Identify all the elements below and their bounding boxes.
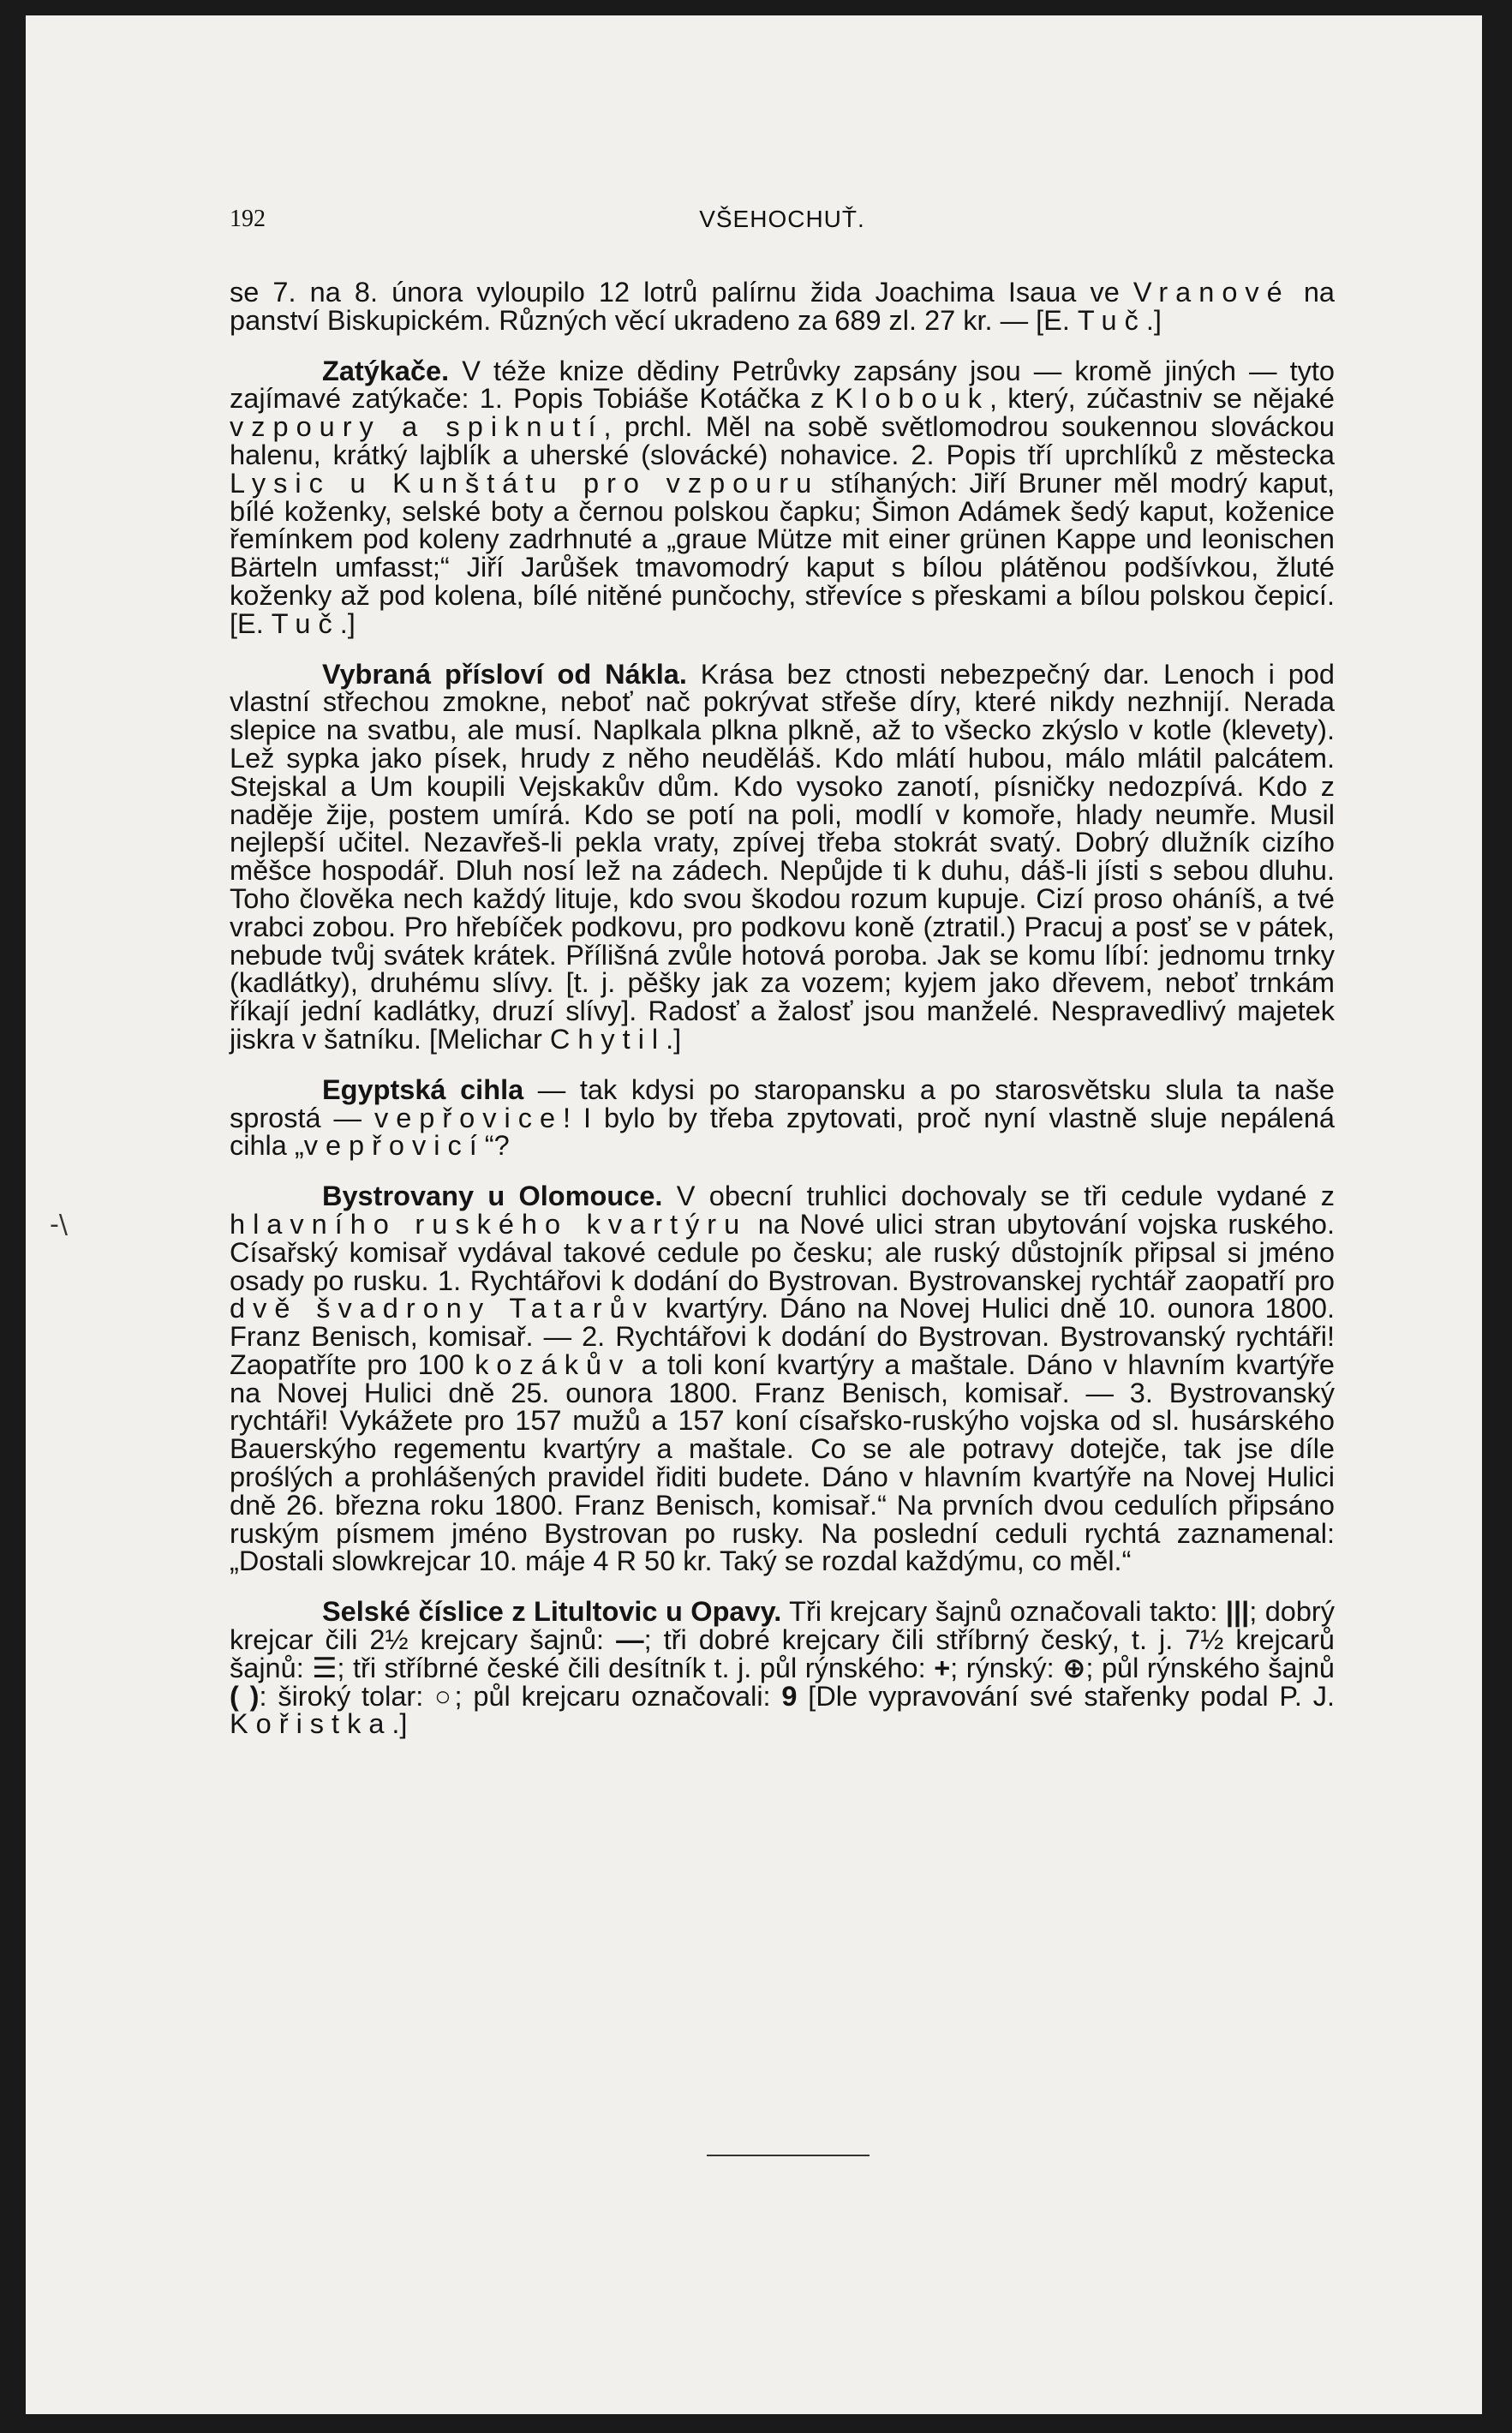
paragraph-bystrovany: Bystrovany u Olomouce. V obecní truhlici dochovaly se tři cedule vydané z hlavního ruského kvartýru na Nové ulici stran ubytování vojska ruského. Císařský komisař vydával takové cedule po česku; ale ruský důstojník připsal si jméno osady po rusku. 1. Rychtářovi k dodání do Bystrovan. Bystrovanskej rychtář zaopatří pro dvě švadrony Tatarův kvartýry. Dáno na Novej Hulici dně 10. ounora 1800. Franz Benisch, komisař. — 2. Rychtářovi k dodání do Bystrovan. Bystrovanský rychtáři! Zaopatříte pro 100 kozákův a toli koní kvartýry a maštale. Dáno v hlavním kvartýře na Novej Hulici dně 25. ounora 1800. Franz Benisch, komisař. — 3. Bystrovanský rychtáři! Vykážete pro 157 mužů a 157 koní císařsko-ruskýho vojska od sl. husárského Bauerskýho regementu kvartýry a maštale. Co se ale potravy dotejče, tak jse díle proślých a prohlášených pravidel řiditi budete. Dáno v hlavním kvartýře na Novej Hulici dně 26. března roku 1800. Franz Benisch, komisař.“ Na prvních dvou cedulích připsáno ruským písmem jméno Bystrovan po rusky. Na poslední ceduli rychtá zaznamenal: „Dostali slowkrejcar 10. máje 4 R 50 kr. Taký se rozdal každýmu, co měl.“: [230, 1181, 1336, 1577]
numeral-symbol: ( ): [230, 1680, 260, 1712]
section-heading: Egyptská cihla: [322, 1073, 524, 1105]
numeral-symbol: +: [934, 1652, 951, 1683]
page-header: [230, 206, 1335, 240]
paragraph-selske-cislice: Selské číslice z Litultovic u Opavy. Tři krejcary šajnů označovali takto: |||; dobrý krejcar čili 2½ krejcary šajnů: —; tři dobré krejcary čili stříbrný český, t. j. 7½ krejcarů šajnů: ☰; tři stříbrné české čili desítník t. j. půl rýnského: +; rýnský: ⊕; půl rýnského šajnů ( ): široký tolar: ○; půl krejcaru označovali: 9 [Dle vypravování své stařenky podal P. J. Kořistka.]: [230, 1596, 1336, 1740]
page-body: [230, 278, 1335, 1760]
paragraph-robbery: se 7. na 8. února vyloupilo 12 lotrů palírnu žida Joachima Isaua ve Vranové na panství Biskupickém. Různých věcí ukradeno za 689 zl. 27 kr. — [E. Tuč.]: [230, 277, 1335, 336]
numeral-symbol: ○: [434, 1680, 455, 1712]
section-heading: Selské číslice z Litultovic u Opavy.: [322, 1596, 782, 1628]
running-title: VŠEHOCHUŤ.: [699, 206, 865, 232]
margin-mark: -\: [50, 1210, 68, 1240]
page-number: 192: [230, 206, 266, 232]
numeral-symbol: ⊕: [1062, 1652, 1086, 1683]
numeral-symbol: |||: [1225, 1596, 1250, 1628]
numeral-symbol: ☰: [312, 1652, 338, 1683]
paragraph-egyptska-cihla: Egyptská cihla — tak kdysi po staropansku a po starosvětsku slula ta naše sprostá — vepřovice! I bylo by třeba zpytovati, proč nyní vlastně sluje nepálená cihla „vepřovicí“?: [230, 1073, 1335, 1162]
numeral-symbol: —: [616, 1624, 644, 1656]
section-heading: Bystrovany u Olomouce.: [322, 1181, 663, 1212]
numeral-symbol: 9: [781, 1680, 798, 1712]
section-heading: Zatýkače.: [322, 355, 450, 386]
paragraph-prislovi: Vybraná přísloví od Nákla. Krása bez ctnosti nebezpečný dar. Lenoch i pod vlastní střechou zmokne, neboť nač pokrývat střeše díry, které nikdy nezhnijí. Nerada slepice na svatbu, ale musí. Naplkala plkna plkně, až to všecko zkýslo v kotle (klevety). Lež sypka jako písek, hrudy z něho neuděláš. Kdo mlátí hubou, málo mlátil palcátem. Stejskal a Um koupili Vejskakův dům. Kdo vysoko zanotí, písničky nedozpívá. Kdo z naděje žije, postem umírá. Kdo se potí na poli, modlí v komoře, hlady neumře. Musil nejlepší učitel. Nezavřeš-li pekla vraty, zpívej třeba stokrát svatý. Dobrý dlužník cizího měšce hospodář. Dluh nosí lež na zádech. Nepůjde ti k duhu, dáš-li jísti s sebou dluhu. Toho člověka nech každý lituje, kdo svou škodou rozum kupuje. Cizí proso oháníš, a tvé vrabci zobou. Pro hřebíček podkovu, pro podkovu koně (ztratil.) Pracuj a posť se v pátek, nebude tvůj svátek krátek. Přílišná zvůle hotová poroba. Jak se komu líbí: jednomu trnky (kadlátky), druhému slívy. [t. j. pěšky jak za vozem; kyjem jako dřevem, neboť trnkám říkají jední kadlátky, druzí slívy]. Radosť a žalosť jsou manželé. Nespravedlivý majetek jiskra v šatníku. [Melichar Chytil.]: [230, 658, 1335, 1055]
paragraph-zatykace: Zatýkače. V téže knize dědiny Petrůvky zapsány jsou — kromě jiných — tyto zajímavé zatýkače: 1. Popis Tobiáše Kotáčka z Klobouk, který, zúčastniv se nějaké vzpoury a spiknutí, prchl. Měl na sobě světlomodrou soukennou slováckou halenu, krátký lajblík a uherské (slovácké) nohavice. 2. Popis tří uprchlíků z městecka Lysic u Kunštátu pro vzpouru stíhaných: Jiří Bruner měl modrý kaput, bílé koženky, selské boty a černou polskou čapku; Šimon Adámek šedý kaput, koženice řemínkem pod koleny zadrhnuté a „graue Mütze mit einer grünen Kappe und leonischen Bärteln umfasst;“ Jiří Jarůšek tmavomodrý kaput s bílou plátěnou podšívkou, žluté koženky až pod kolena, bílé nitěné punčochy, střevíce s přeskami a bílou polskou čepicí. [E. Tuč.]: [230, 355, 1336, 639]
section-heading: Vybraná přísloví od Nákla.: [322, 658, 687, 690]
end-rule: [707, 2155, 870, 2156]
